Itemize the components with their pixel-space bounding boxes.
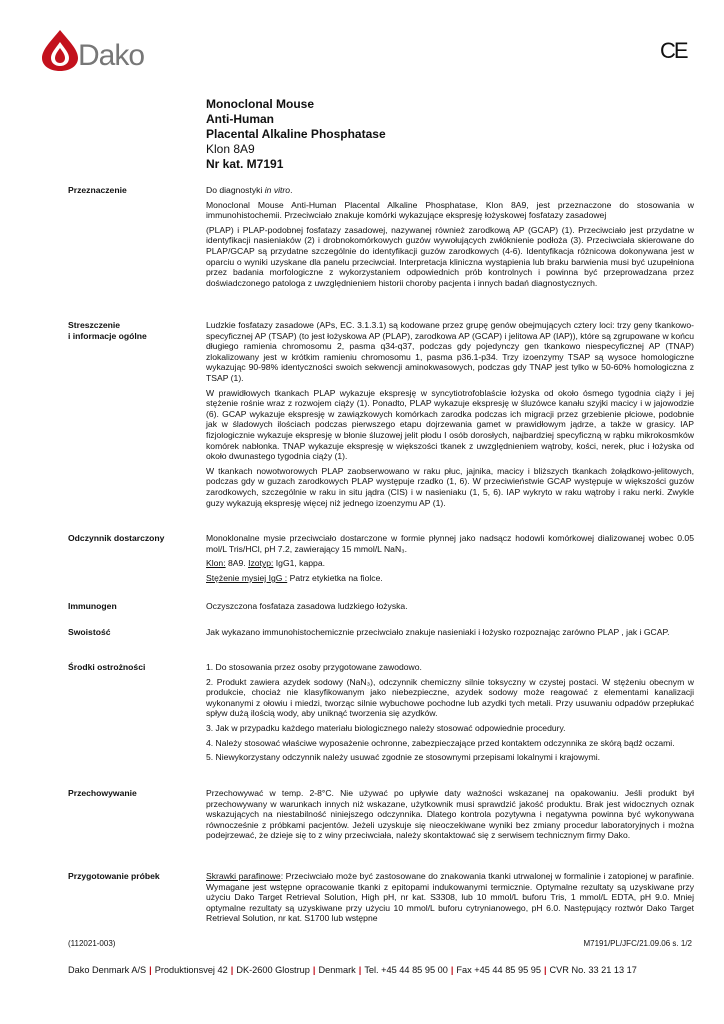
izotyp-value: IgG1, kappa. (273, 558, 325, 569)
title-line-3: Placental Alkaline Phosphatase (206, 127, 386, 141)
dako-drop-icon (40, 28, 80, 72)
list-item: 4. Należy stosować właściwe wyposażenie ochronne, zabezpieczające przed kontaktem odczynnika ze skórą bądź oczami. (206, 737, 675, 748)
list-item: 1. Do stosowania przez osoby przygotowane zawodowo. (206, 662, 422, 672)
klon-label: Klon: (206, 558, 226, 569)
section-body (206, 627, 694, 642)
address-country: Denmark (318, 965, 356, 975)
paragraph: (PLAP) i PLAP-podobnej fosfatazy zasadowej, nazywanej również zarodkową AP (GCAP) (1). Przeciwciało jest przydatne w identyfikacji nasieniaków (2) i drobnokomórkowych guzów wywołujących zwłóknienie podłoża (3). Przeciwciała skierowane do PLAP/GCAP są przydatne szczególnie do identyfikacji guzów zarodkowych (4-6). Identyfikacja różnicowa dokonywana jest w oparciu o wyniki uzyskane dla panelu przeciwciał. Interpretacja kliniczna wystąpienia lub braku barwienia musi być uzupełniona przez badania morfologiczne z wykorzystaniem odpowiednich prób kontrolnych i powinna być przeprowadzana przez doświadczonego patologa z uwzględnieniem historii choroby pacjenta i innych badań diagnostycznych. (206, 224, 694, 288)
paragraph: W tkankach nowotworowych PLAP zaobserwowano w raku płuc, jajnika, macicy i bliższych tkankach żołądkowo-jelitowych, podczas gdy w guzach zarodkowych PLAP występuje rzadko (1, 6). W przeciwieństwie GCAP występuje w większości guzów zarodkowych, szczególnie w raku in situ jądra (CIS) i w nasieniaku (1, 5, 6). IAP wykryto w raku wątroby i raku nerki. Zwykle guzy wykazują ekspresję więcej niż jednego izoenzymu AP (1). (206, 465, 694, 508)
list-item: 2. Produkt zawiera azydek sodowy (NaN₃), odczynnik chemiczny silnie toksyczny w czystej postaci. W stężeniu obecnym w produkcie, chociaż nie klasyfikowanym jako niebezpieczne, azydek sodowy może reagować z elementami kanalizacji wykonanymi z ołowiu i miedzi, tworząc silnie wybuchowe pochodne lub azydki tych metali. Przy usuwaniu odpadów przepłukać spływ dużą ilością wody, aby uniknąć tworzenia się azydków. (206, 676, 694, 719)
section-body (206, 871, 694, 928)
title-line-2: Anti-Human (206, 112, 274, 126)
title-clone: Klon 8A9 (206, 142, 255, 156)
section-label: Przygotowanie próbek (68, 871, 160, 881)
section-label: Swoistość (68, 627, 111, 637)
address-cvr: CVR No. 33 21 13 17 (549, 965, 637, 975)
section-body (206, 533, 694, 587)
section-label: Przechowywanie (68, 788, 137, 798)
section-label: Immunogen (68, 601, 117, 611)
ce-mark: CE (660, 38, 687, 63)
brand-name: Dako (78, 39, 145, 72)
list-item: 3. Jak w przypadku każdego materiału biologicznego należy stosować odpowiednie procedury. (206, 722, 566, 733)
paragraph: Przechowywać w temp. 2-8°C. Nie używać po upływie daty ważności wskazanej na opakowaniu. Jeśli produkt był przechowywany w warunkach innych niż wskazane, użytkownik musi sprawdzić jakość produktu. Brak jest widocznych oznak wskazujących na niestabilność niniejszego odczynnika. Dlatego kontrola pozytywna i negatywna powinna być wykonywana równocześnie z próbkami pacjentów. Jeżeli uzyskuje się nieoczekiwane wyniki bez zmiany procedur laboratoryjnych i można podejrzewać, że dzieje się to z winy przeciwciała, należy skontaktować się z serwisem technicznym firmy Dako. (206, 788, 694, 841)
product-title (206, 97, 386, 172)
title-catalog-number: Nr kat. M7191 (206, 157, 284, 171)
section-label (68, 320, 198, 341)
dako-logo (40, 28, 160, 76)
page-reference: M7191/PL/JFC/21.09.06 s. 1/2 (583, 939, 692, 948)
paragraph: Monoklonalne mysie przeciwciało dostarczone w formie płynnej jako nadsącz hodowli komórkowej dializowanej wobec 0.05 mol/L Tris/HCl, pH 7.2, zawierający 15 mmol/L NaN₃. (206, 533, 694, 554)
text: . (290, 185, 293, 195)
section-label: Odczynnik dostarczony (68, 533, 165, 543)
address-fax: Fax +45 44 85 95 95 (456, 965, 541, 975)
label-line: Streszczenie (68, 320, 121, 330)
paragraph: Jak wykazano immunohistochemicznie przeciwciało znakuje nasieniaki i łożysko rozpoznając zarówno PLAP , jak i GCAP. (206, 627, 670, 637)
paragraph: W prawidłowych tkankach PLAP wykazuje ekspresję w syncytiotrofoblaście łożyska od około ósmego tygodnia ciąży i jej stężenie rośnie wraz z rozwojem ciąży (1). Ponadto, PLAP wykazuje ekspresję w śluzówce kanału szyjki macicy i w jajowodzie (6). GCAP wykazuje ekspresję w zawiązkowych komórkach zarodka podczas ich migracji przez grzebienie płciowe, podobnie jak w śladowych ilościach podczas pierwszego etapu dojrzewania gamet w prawidłowym jądrze, a także w grasicy. IAP fizjologicznie wykazuje ekspresję w błonie śluzowej jelit płodu I osób dorosłych, najbardziej specyficzną w rąbku mikrokosmków komórek nabłonka. TNAP wykazuje ekspresję w większości tkanek z uwzględnieniem wątroby, kości, nerek, płuc i łożyska od około dwunastego tygodnia ciąży (1). (206, 387, 694, 462)
address-street: Produktionsvej 42 (154, 965, 228, 975)
company-address: Dako Denmark A/S | Produktionsvej 42 | DK-2600 Glostrup | Denmark | Tel. +45 44 85 95 00 | Fax +45 44 85 95 95 | CVR No. 33 21 13 17 (68, 965, 637, 975)
section-body (206, 185, 694, 292)
text: Do diagnostyki (206, 185, 265, 195)
document-code: (112021-003) (68, 939, 116, 948)
text-italic: in vitro (264, 185, 291, 195)
paragraph: : Przeciwciało może być zastosowane do znakowania tkanki utrwalonej w formalinie i zatopionej w parafinie. Wymagane jest wstępne opracowanie tkanki z epitopami indukowanymi termicznie. Optymalne rezultaty są uzyskiwane przy użyciu Dako Target Retrieval Solution, High pH, nr kat. S3308, lub 10 mmol/L buforu Tris, 1 mmol/L EDTA, pH 9.0. Mniej optymalne rezultaty są uzyskiwane przy użyciu 10 mmol/L buforu cytrynianowego, pH 6.0. Następujący roztwór Dako Target Retrieval Solution, nr kat. S1700 lub wstępne (206, 871, 695, 924)
paragraph: Ludzkie fosfatazy zasadowe (APs, EC. 3.1.3.1) są kodowane przez grupę genów obejmujących cztery loci: trzy geny tkankowo-specyficznej AP (TSAP) (to jest łożyskowa AP (PLAP), zarodkowa AP (GCAP) i jelitowa AP (IAP)), które są zgrupowane w końcu długiego ramienia chromosomu 2, pasma q34-q37, podczas gdy pojedynczy gen tkankowo niespecyficznej AP (TNAP) zlokalizowany jest w krótkim ramieniu chromosomu 1, pasma p36.1-p34. Trzy izoenzymy TSAP są wysoce homologiczne wykazując 90-98% identyczności swoich sekwencji aminokwasowych, podczas gdy TNAP jest tylko w 50-60% homologiczna z TSAP (1). (206, 320, 694, 383)
label-line: i informacje ogólne (68, 330, 147, 341)
address-tel: Tel. +45 44 85 95 00 (364, 965, 448, 975)
section-label: Środki ostrożności (68, 662, 146, 672)
skrawki-label: Skrawki parafinowe (206, 871, 281, 881)
address-company: Dako Denmark A/S (68, 965, 147, 975)
stezenie-label: Stężenie mysiej IgG : (206, 572, 288, 583)
section-label: Przeznaczenie (68, 185, 127, 195)
title-line-1: Monoclonal Mouse (206, 97, 314, 111)
klon-value: 8A9. (225, 558, 249, 569)
section-body (206, 601, 694, 616)
list-item: 5. Niewykorzystany odczynnik należy usuwać zgodnie ze stosownymi przepisami lokalnymi i krajowymi. (206, 752, 601, 763)
section-body (206, 788, 694, 845)
izotyp-label: Izotyp: (248, 558, 274, 569)
address-city: DK-2600 Glostrup (236, 965, 310, 975)
section-body (206, 662, 694, 767)
paragraph: Oczyszczona fosfataza zasadowa ludzkiego łożyska. (206, 601, 408, 611)
stezenie-value: Patrz etykietka na fiolce. (287, 572, 383, 583)
paragraph: Monoclonal Mouse Anti-Human Placental Alkaline Phosphatase, Klon 8A9, jest przeznaczone do stosowania w immunohistochemii. Przeciwciało znakuje komórki wykazujące ekspresję łożyskowej fosfatazy zasadowej (206, 199, 694, 221)
section-body (206, 320, 694, 512)
